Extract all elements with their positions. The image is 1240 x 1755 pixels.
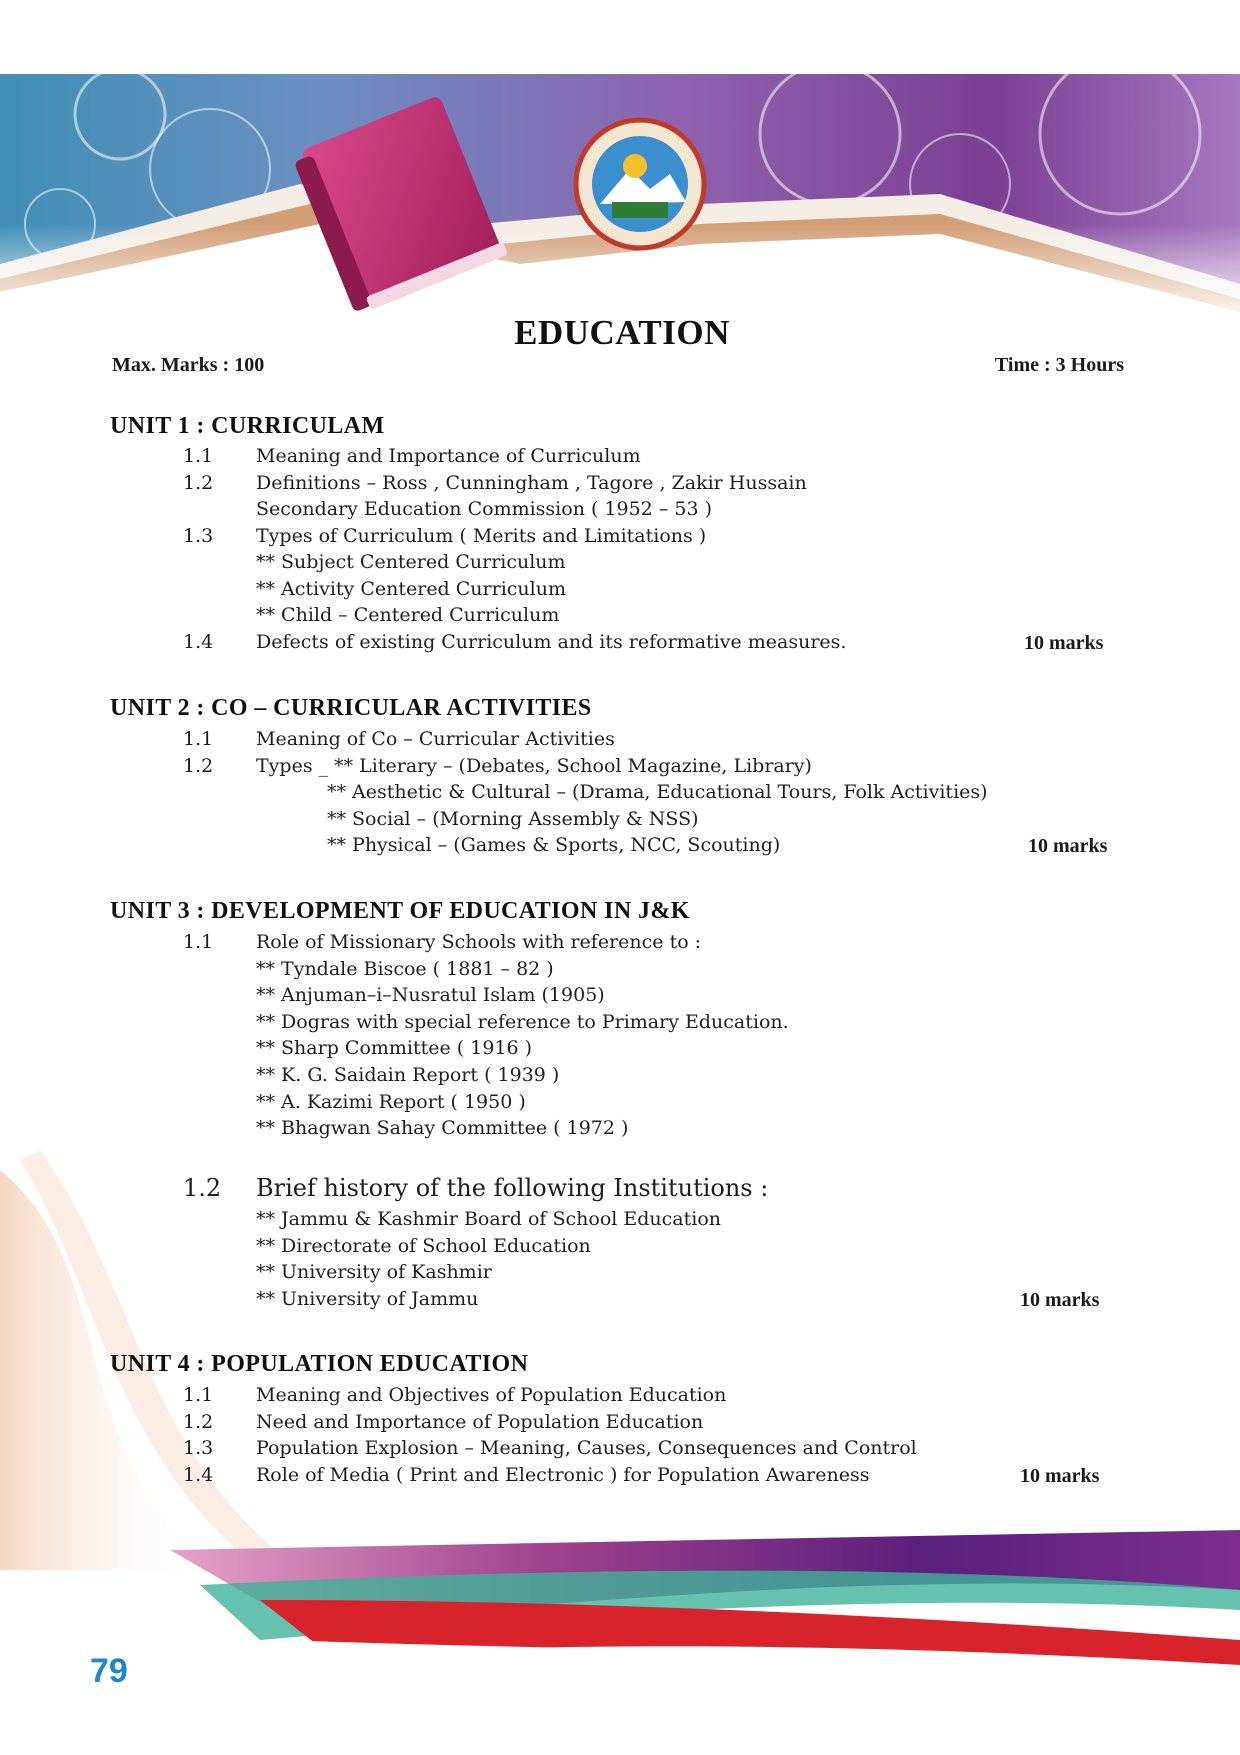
unit-3-line: ** Bhagwan Sahay Committee ( 1972 ) <box>256 1117 629 1139</box>
item-number: 1.2 <box>183 472 214 494</box>
unit-1-line: ** Subject Centered Curriculum <box>256 551 566 573</box>
unit-3-line: ** A. Kazimi Report ( 1950 ) <box>256 1091 526 1113</box>
unit-4-line: Population Explosion – Meaning, Causes, Consequences and Control <box>256 1437 917 1459</box>
unit-2-line: Types _ ** Literary – (Debates, School Magazine, Library) <box>256 755 812 777</box>
unit-3-line: ** Directorate of School Education <box>256 1235 591 1257</box>
unit-3-line: ** Anjuman–i–Nusratul Islam (1905) <box>256 984 605 1006</box>
item-number: 1.2 <box>183 755 214 777</box>
item-number: 1.3 <box>183 525 214 547</box>
unit-3-line: ** Tyndale Biscoe ( 1881 – 82 ) <box>256 958 554 980</box>
unit-2-heading: UNIT 2 : CO – CURRICULAR ACTIVITIES <box>110 695 592 721</box>
unit-3-line: ** Jammu & Kashmir Board of School Education <box>256 1208 722 1230</box>
unit-3-heading: UNIT 3 : DEVELOPMENT OF EDUCATION IN J&K <box>110 898 690 924</box>
page-number: 79 <box>90 1652 128 1690</box>
unit-4-line: Meaning and Objectives of Population Education <box>256 1384 727 1406</box>
page-title: EDUCATION <box>514 313 730 352</box>
unit-1-line: Defects of existing Curriculum and its reformative measures. <box>256 631 847 653</box>
item-number: 1.1 <box>183 728 214 750</box>
item-number: 1.1 <box>183 1384 214 1406</box>
item-number: 1.4 <box>183 1464 214 1486</box>
unit-1-line: Meaning and Importance of Curriculum <box>256 445 641 467</box>
unit-3-marks: 10 marks <box>1020 1289 1100 1311</box>
unit-2-line: ** Social – (Morning Assembly & NSS) <box>327 808 699 830</box>
unit-4-heading: UNIT 4 : POPULATION EDUCATION <box>110 1351 529 1377</box>
item-number: 1.1 <box>183 931 214 953</box>
unit-1-line: Secondary Education Commission ( 1952 – 53 ) <box>256 498 712 520</box>
item-number: 1.4 <box>183 631 214 653</box>
unit-3-line: Brief history of the following Institutions : <box>256 1174 769 1202</box>
item-number: 1.3 <box>183 1437 214 1459</box>
unit-4-marks: 10 marks <box>1020 1465 1100 1487</box>
item-number: 1.1 <box>183 445 214 467</box>
unit-1-marks: 10 marks <box>1024 632 1104 654</box>
unit-1-heading: UNIT 1 : CURRICULAM <box>110 413 385 439</box>
time-duration: Time : 3 Hours <box>994 354 1124 376</box>
item-number: 1.2 <box>183 1411 214 1433</box>
unit-4-line: Role of Media ( Print and Electronic ) for Population Awareness <box>256 1464 870 1486</box>
unit-2-line: ** Aesthetic & Cultural – (Drama, Educational Tours, Folk Activities) <box>327 781 988 803</box>
unit-1-line: ** Child – Centered Curriculum <box>256 604 560 626</box>
unit-3-line: ** Dogras with special reference to Primary Education. <box>256 1011 789 1033</box>
unit-4-line: Need and Importance of Population Education <box>256 1411 704 1433</box>
unit-3-line: ** K. G. Saidain Report ( 1939 ) <box>256 1064 560 1086</box>
unit-2-line: Meaning of Co – Curricular Activities <box>256 728 615 750</box>
unit-3-line: ** University of Jammu <box>256 1288 479 1310</box>
unit-2-line: ** Physical – (Games & Sports, NCC, Scouting) <box>327 834 781 856</box>
max-marks: Max. Marks : 100 <box>112 354 265 376</box>
unit-3-line: Role of Missionary Schools with reference to : <box>256 931 702 953</box>
unit-2-marks: 10 marks <box>1028 835 1108 857</box>
unit-1-line: ** Activity Centered Curriculum <box>256 578 566 600</box>
unit-3-line: ** University of Kashmir <box>256 1261 492 1283</box>
unit-1-line: Definitions – Ross , Cunningham , Tagore , Zakir Hussain <box>256 472 807 494</box>
item-number: 1.2 <box>183 1174 222 1202</box>
unit-1-line: Types of Curriculum ( Merits and Limitations ) <box>256 525 707 547</box>
unit-3-line: ** Sharp Committee ( 1916 ) <box>256 1037 533 1059</box>
